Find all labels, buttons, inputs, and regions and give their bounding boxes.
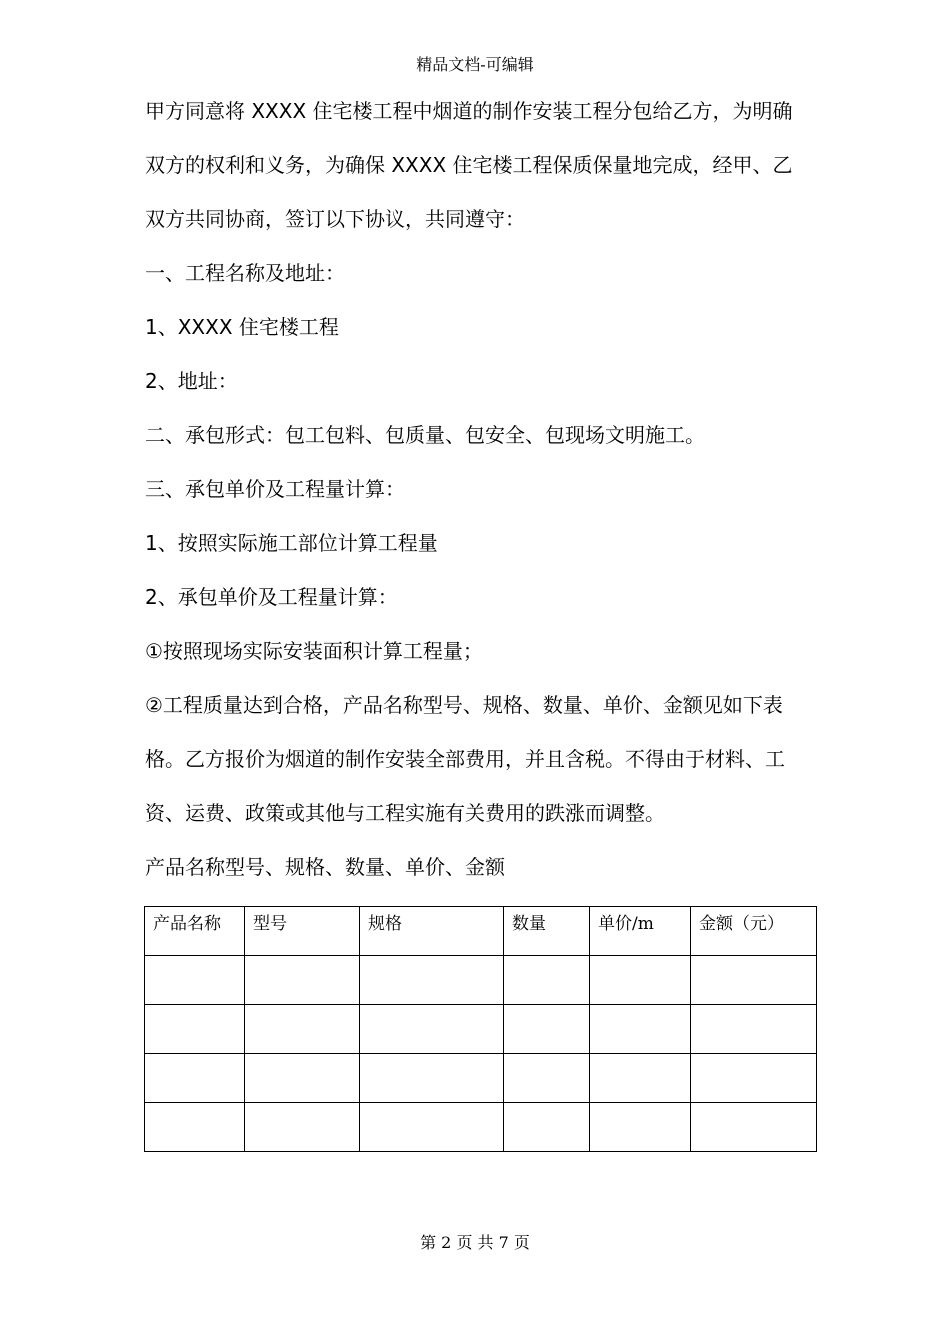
table-cell — [590, 1054, 691, 1103]
header-cell-model: 型号 — [245, 907, 360, 956]
table-cell — [504, 956, 590, 1005]
table-cell — [590, 1005, 691, 1054]
table-cell — [504, 1054, 590, 1103]
header-cell-unit-price: 单价/m — [590, 907, 691, 956]
list-item: 2、地址： — [145, 369, 238, 393]
table-cell — [360, 1103, 504, 1152]
page-footer: 第 2 页 共 7 页 — [420, 1233, 530, 1252]
table-cell — [691, 1103, 817, 1152]
paragraph-line: 甲方同意将 XXXX 住宅楼工程中烟道的制作安装工程分包给乙方，为明确 — [145, 99, 793, 123]
table-cell — [691, 1005, 817, 1054]
list-item: 2、承包单价及工程量计算： — [145, 585, 398, 609]
table-cell — [360, 956, 504, 1005]
paragraph-line: 资、运费、政策或其他与工程实施有关费用的跌涨而调整。 — [145, 801, 665, 825]
table-cell — [145, 1103, 245, 1152]
table-row — [145, 1103, 817, 1152]
section-heading: 三、承包单价及工程量计算： — [145, 477, 405, 501]
paragraph-line: 双方的权利和义务，为确保 XXXX 住宅楼工程保质保量地完成，经甲、乙 — [145, 153, 793, 177]
page-header: 精品文档-可编辑 — [416, 55, 534, 74]
paragraph-line: 双方共同协商，签订以下协议，共同遵守： — [145, 207, 525, 231]
header-cell-product-name: 产品名称 — [145, 907, 245, 956]
list-item: 1、XXXX 住宅楼工程 — [145, 315, 339, 339]
table-cell — [245, 1054, 360, 1103]
table-header-row — [145, 907, 817, 956]
table-cell — [245, 1005, 360, 1054]
paragraph-line: 格。乙方报价为烟道的制作安装全部费用，并且含税。不得由于材料、工 — [145, 747, 785, 771]
section-heading: 二、承包形式：包工包料、包质量、包安全、包现场文明施工。 — [145, 423, 705, 447]
table-cell — [245, 956, 360, 1005]
table-cell — [590, 1103, 691, 1152]
table-cell — [145, 956, 245, 1005]
table-cell — [360, 1054, 504, 1103]
section-heading: 一、工程名称及地址： — [145, 261, 345, 285]
table-cell — [360, 1005, 504, 1054]
table-caption: 产品名称型号、规格、数量、单价、金额 — [145, 855, 505, 879]
product-table — [144, 906, 817, 1152]
table-cell — [504, 1103, 590, 1152]
table-cell — [590, 956, 691, 1005]
table-cell — [504, 1005, 590, 1054]
header-cell-spec: 规格 — [360, 907, 504, 956]
header-cell-quantity: 数量 — [504, 907, 590, 956]
table-row — [145, 956, 817, 1005]
table-cell — [145, 1005, 245, 1054]
table-cell — [691, 1054, 817, 1103]
list-item: ①按照现场实际安装面积计算工程量； — [145, 639, 483, 663]
table-row — [145, 1054, 817, 1103]
list-item: ②工程质量达到合格，产品名称型号、规格、数量、单价、金额见如下表 — [145, 693, 783, 717]
list-item: 1、按照实际施工部位计算工程量 — [145, 531, 438, 555]
table-cell — [245, 1103, 360, 1152]
table-cell — [145, 1054, 245, 1103]
table-cell — [691, 956, 817, 1005]
table-row — [145, 1005, 817, 1054]
header-cell-amount: 金额（元） — [691, 907, 817, 956]
